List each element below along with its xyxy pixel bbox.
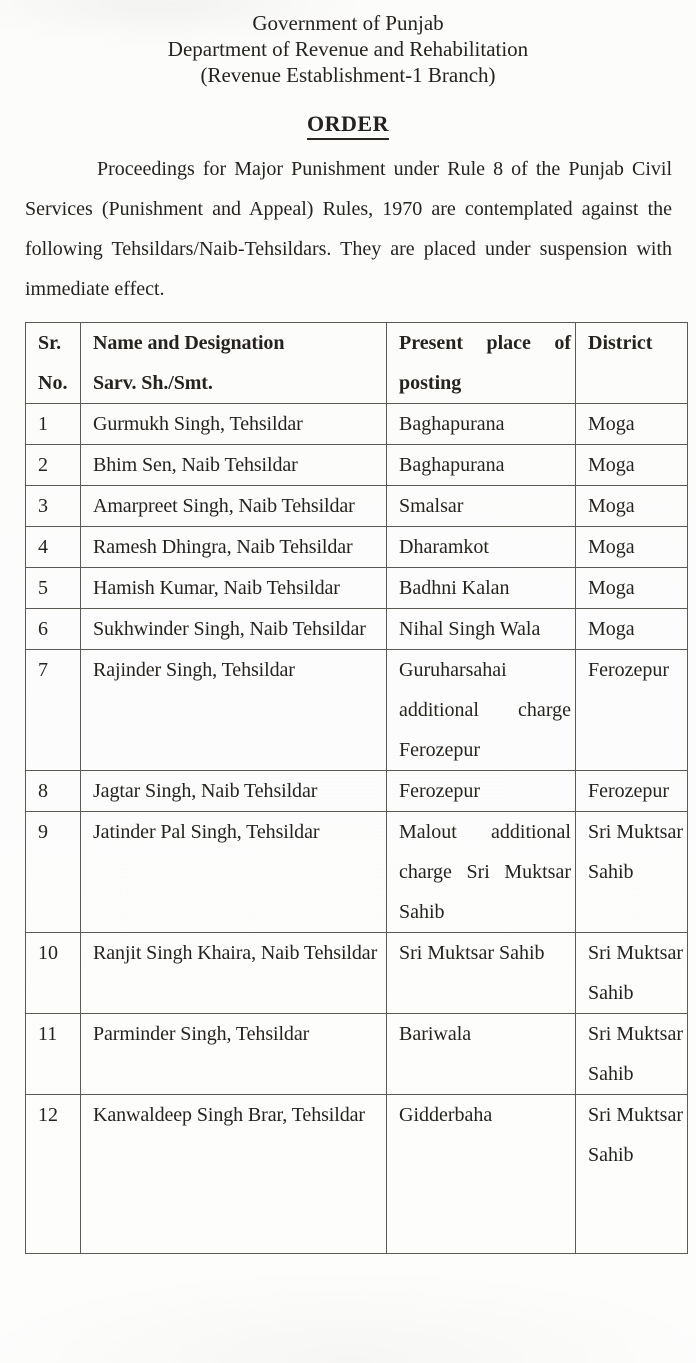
cell-posting: Dharamkot <box>387 527 576 568</box>
cell-sr: 8 <box>26 771 81 812</box>
cell-sr: 6 <box>26 609 81 650</box>
col-header-name-designation <box>81 323 387 404</box>
col-header-posting: Present place of posting <box>387 323 576 404</box>
cell-district: Sri Muktsar Sahib <box>576 1014 688 1095</box>
letterhead-government: Government of Punjab <box>252 11 444 35</box>
table-row <box>26 812 688 933</box>
col-header-sr-line1: Sr. <box>38 332 62 354</box>
cell-district: Moga <box>576 486 688 527</box>
order-body-paragraph: Proceedings for Major Punishment under Rule 8 of the Punjab Civil Services (Punishment and Appeal) Rules, 1970 are contemplated against the following Tehsildars/Naib-Tehsildars. They are placed under suspension with immediate effect. <box>25 158 672 300</box>
cell-name: Rajinder Singh, Tehsildar <box>81 650 387 771</box>
cell-sr: 10 <box>26 933 81 1014</box>
order-title-text: ORDER <box>307 111 389 140</box>
cell-sr: 5 <box>26 568 81 609</box>
cell-district: Moga <box>576 404 688 445</box>
cell-posting: Sri Muktsar Sahib <box>387 933 576 1014</box>
table-row <box>26 771 688 812</box>
col-header-district: District <box>576 323 688 404</box>
cell-sr: 3 <box>26 486 81 527</box>
cell-name: Sukhwinder Singh, Naib Tehsildar <box>81 609 387 650</box>
cell-posting: Malout additional charge Sri Muktsar Sahib <box>387 812 576 933</box>
table-header-row <box>26 323 688 404</box>
cell-district: Moga <box>576 527 688 568</box>
cell-sr: 11 <box>26 1014 81 1095</box>
cell-name: Gurmukh Singh, Tehsildar <box>81 404 387 445</box>
table-row <box>26 609 688 650</box>
order-title <box>0 111 696 140</box>
cell-district: Sri Muktsar Sahib <box>576 812 688 933</box>
cell-name: Jatinder Pal Singh, Tehsildar <box>81 812 387 933</box>
cell-sr: 12 <box>26 1095 81 1254</box>
cell-name: Jagtar Singh, Naib Tehsildar <box>81 771 387 812</box>
cell-name: Kanwaldeep Singh Brar, Tehsildar <box>81 1095 387 1254</box>
table-row <box>26 933 688 1014</box>
cell-posting: Ferozepur <box>387 771 576 812</box>
table-row <box>26 486 688 527</box>
table-row <box>26 650 688 771</box>
cell-posting: Baghapurana <box>387 445 576 486</box>
cell-district: Moga <box>576 609 688 650</box>
cell-district: Ferozepur <box>576 771 688 812</box>
cell-district: Moga <box>576 445 688 486</box>
cell-name: Hamish Kumar, Naib Tehsildar <box>81 568 387 609</box>
table-row <box>26 1095 688 1254</box>
col-header-name-line1: Name and Designation <box>93 332 285 354</box>
cell-sr: 2 <box>26 445 81 486</box>
col-header-sr-line2: No. <box>38 372 68 394</box>
col-header-sr-no <box>26 323 81 404</box>
table-row <box>26 404 688 445</box>
cell-sr: 4 <box>26 527 81 568</box>
cell-name: Bhim Sen, Naib Tehsildar <box>81 445 387 486</box>
cell-posting: Baghapurana <box>387 404 576 445</box>
cell-name: Parminder Singh, Tehsildar <box>81 1014 387 1095</box>
cell-posting: Badhni Kalan <box>387 568 576 609</box>
cell-posting: Smalsar <box>387 486 576 527</box>
table-row <box>26 527 688 568</box>
table-row <box>26 1014 688 1095</box>
col-header-name-line2: Sarv. Sh./Smt. <box>93 372 213 394</box>
cell-district: Sri Muktsar Sahib <box>576 1095 688 1254</box>
table-row <box>26 568 688 609</box>
cell-district: Moga <box>576 568 688 609</box>
cell-name: Ramesh Dhingra, Naib Tehsildar <box>81 527 387 568</box>
suspension-table <box>25 322 688 1254</box>
letterhead-department: Department of Revenue and Rehabilitation <box>167 37 529 61</box>
document-letterhead <box>0 0 696 88</box>
cell-posting: Nihal Singh Wala <box>387 609 576 650</box>
cell-sr: 1 <box>26 404 81 445</box>
cell-name: Ranjit Singh Khaira, Naib Tehsildar <box>81 933 387 1014</box>
cell-sr: 7 <box>26 650 81 771</box>
cell-district: Ferozepur <box>576 650 688 771</box>
table-row <box>26 445 688 486</box>
letterhead-branch: (Revenue Establishment-1 Branch) <box>200 63 496 87</box>
cell-sr: 9 <box>26 812 81 933</box>
cell-posting: Bariwala <box>387 1014 576 1095</box>
cell-posting: Gidderbaha <box>387 1095 576 1254</box>
cell-name: Amarpreet Singh, Naib Tehsildar <box>81 486 387 527</box>
cell-posting: Guruharsahai additional charge Ferozepur <box>387 650 576 771</box>
cell-district: Sri Muktsar Sahib <box>576 933 688 1014</box>
